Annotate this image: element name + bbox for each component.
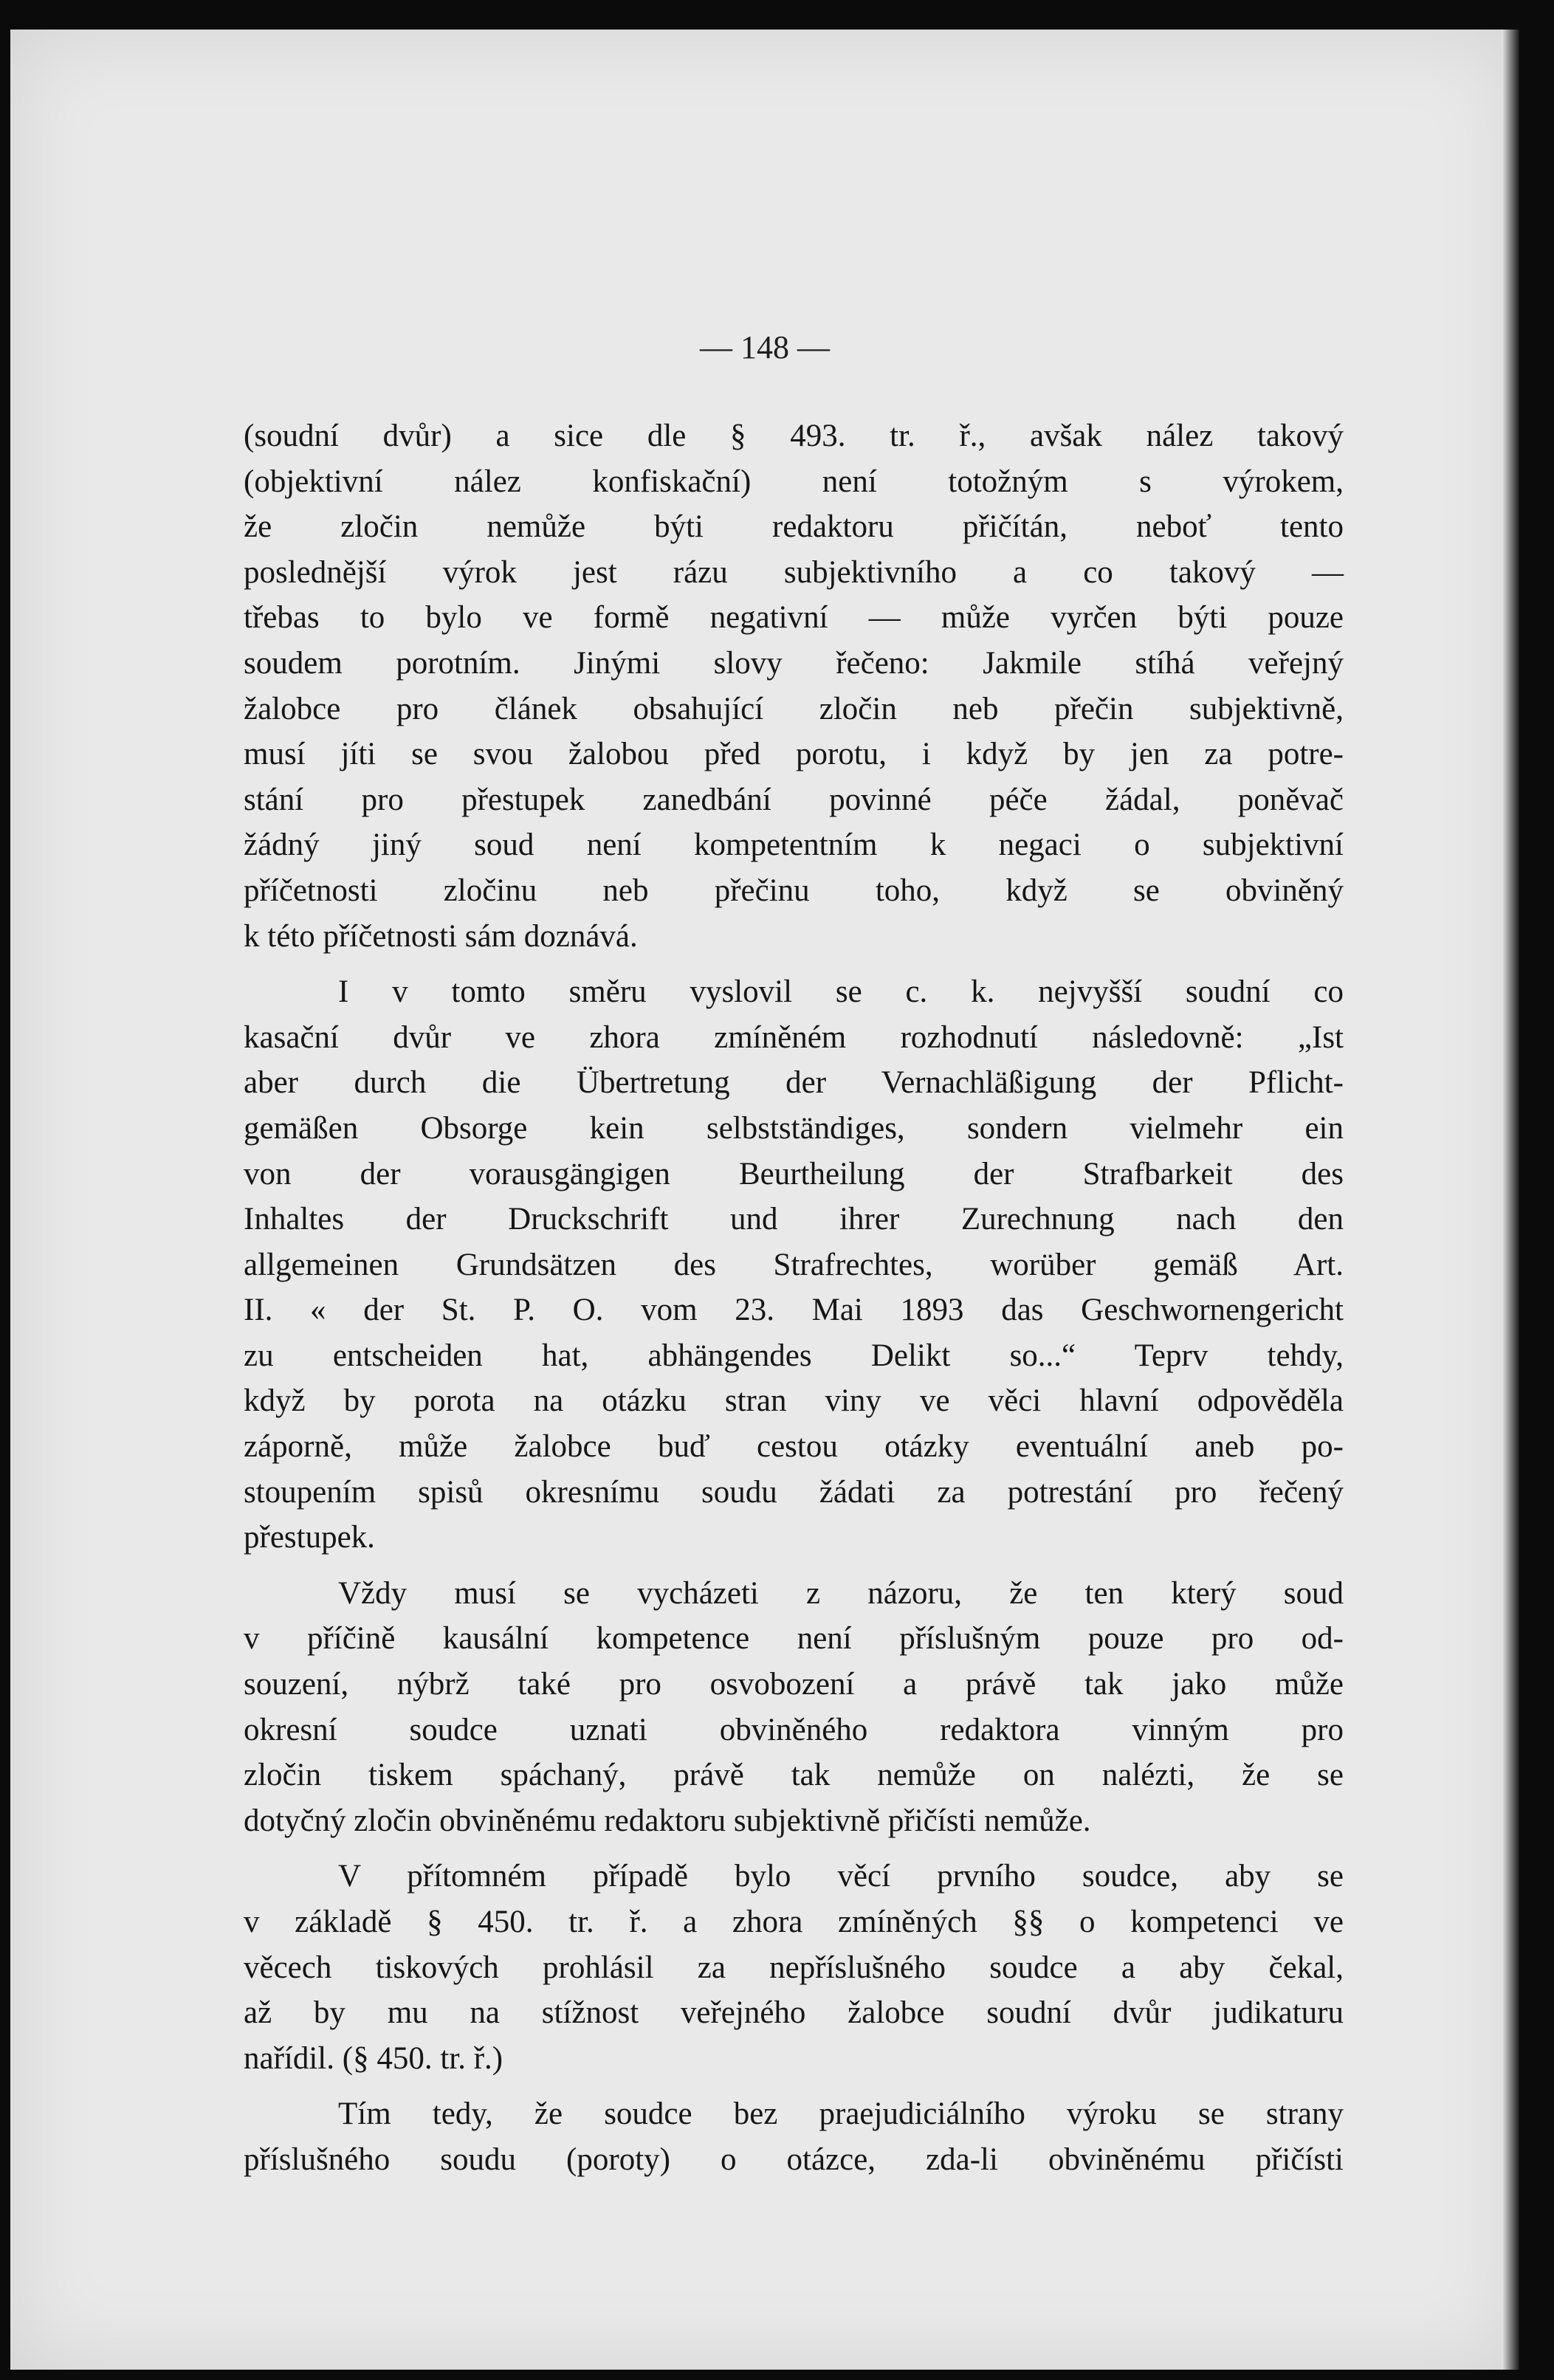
paragraph: [244, 413, 1344, 959]
scanned-page: [10, 30, 1519, 2370]
text-line: zu entscheiden hat, abhängendes Delikt so...“ Teprv tehdy,: [244, 1338, 1344, 1373]
text-line: poslednější výrok jest rázu subjektivního a co takový —: [244, 554, 1344, 590]
text-line: žalobce pro článek obsahující zločin neb přečin subjektivně,: [244, 691, 1344, 726]
text-line: nařídil. (§ 450. tr. ř.): [244, 2040, 503, 2076]
paragraph: [244, 2091, 1344, 2182]
text-line: Vždy musí se vycházeti z názoru, že ten který soud: [338, 1575, 1344, 1611]
text-line: věcech tiskových prohlásil za nepříslušného soudce a aby čekal,: [244, 1950, 1344, 1985]
text-line: Inhaltes der Druckschrift und ihrer Zurechnung nach den: [244, 1202, 1344, 1237]
text-line: žádný jiný soud není kompetentním k negaci o subjektivní: [244, 828, 1344, 863]
text-line: přestupek.: [244, 1520, 375, 1555]
text-line: I v tomto směru vyslovil se c. k. nejvyšší soudní co: [338, 974, 1344, 1010]
text-line: von der vorausgängigen Beurtheilung der Strafbarkeit des: [244, 1156, 1344, 1191]
text-line: příslušného soudu (poroty) o otázce, zda-li obviněnému přičísti: [244, 2142, 1344, 2177]
text-line: musí jíti se svou žalobou před porotu, i když by jen za potre-: [244, 737, 1344, 772]
text-line: dotyčný zločin obviněnému redaktoru subjektivně přičísti nemůže.: [244, 1803, 1091, 1838]
text-line: záporně, může žalobce buď cestou otázky eventuální aneb po-: [244, 1429, 1344, 1465]
text-line: že zločin nemůže býti redaktoru přičítán, neboť tento: [244, 509, 1344, 545]
text-line: příčetnosti zločinu neb přečinu toho, když se obviněný: [244, 873, 1344, 908]
text-line: aber durch die Übertretung der Vernachläßigung der Pflicht-: [244, 1065, 1344, 1101]
text-line: v základě § 450. tr. ř. a zhora zmíněných §§ o kompetenci ve: [244, 1905, 1344, 1939]
text-line: soudem porotním. Jinými slovy řečeno: Jakmile stíhá veřejný: [244, 645, 1344, 681]
text-line: když by porota na otázku stran viny ve věci hlavní odpověděla: [244, 1383, 1344, 1419]
text-line: gemäßen Obsorge kein selbstständiges, sondern vielmehr ein: [244, 1110, 1344, 1146]
text-line: k této příčetnosti sám doznává.: [244, 918, 638, 954]
text-line: II. « der St. P. O. vom 23. Mai 1893 das Geschwornengericht: [244, 1293, 1344, 1328]
text-line: allgemeinen Grundsätzen des Strafrechtes, worüber gemäß Art.: [244, 1247, 1344, 1282]
text-line: (soudní dvůr) a sice dle § 493. tr. ř., avšak nález takový: [244, 419, 1344, 453]
text-line: V přítomném případě bylo věcí prvního soudce, aby se: [338, 1859, 1344, 1894]
text-line: až by mu na stížnost veřejného žalobce soudní dvůr judikaturu: [244, 1995, 1344, 2031]
text-line: okresní soudce uznati obviněného redaktora vinným pro: [244, 1712, 1344, 1747]
body-text: [244, 413, 1344, 2183]
text-line: Tím tedy, že soudce bez praejudiciálního výroku se strany: [338, 2097, 1344, 2132]
paragraph: [244, 1854, 1344, 2081]
text-line: stání pro přestupek zanedbání povinné péče žádal, poněvač: [244, 782, 1344, 817]
paragraph: [244, 969, 1344, 1561]
text-line: stoupením spisů okresnímu soudu žádati za potrestání pro řečený: [244, 1474, 1344, 1510]
text-line: souzení, nýbrž také pro osvobození a právě tak jako může: [244, 1667, 1344, 1702]
text-line: zločin tiskem spáchaný, právě tak nemůže on nalézti, že se: [244, 1758, 1344, 1793]
text-line: třebas to bylo ve formě negativní — může vyrčen býti pouze: [244, 600, 1344, 636]
page-edge-shadow: [1502, 30, 1519, 2370]
page-number: — 148 —: [700, 329, 830, 365]
text-line: v příčině kausální kompetence není příslušným pouze pro od-: [244, 1621, 1344, 1657]
paragraph: [244, 1571, 1344, 1844]
text-line: (objektivní nález konfiskační) není totožným s výrokem,: [244, 464, 1344, 499]
text-line: kasační dvůr ve zhora zmíněném rozhodnutí následovně: „Ist: [244, 1019, 1344, 1055]
